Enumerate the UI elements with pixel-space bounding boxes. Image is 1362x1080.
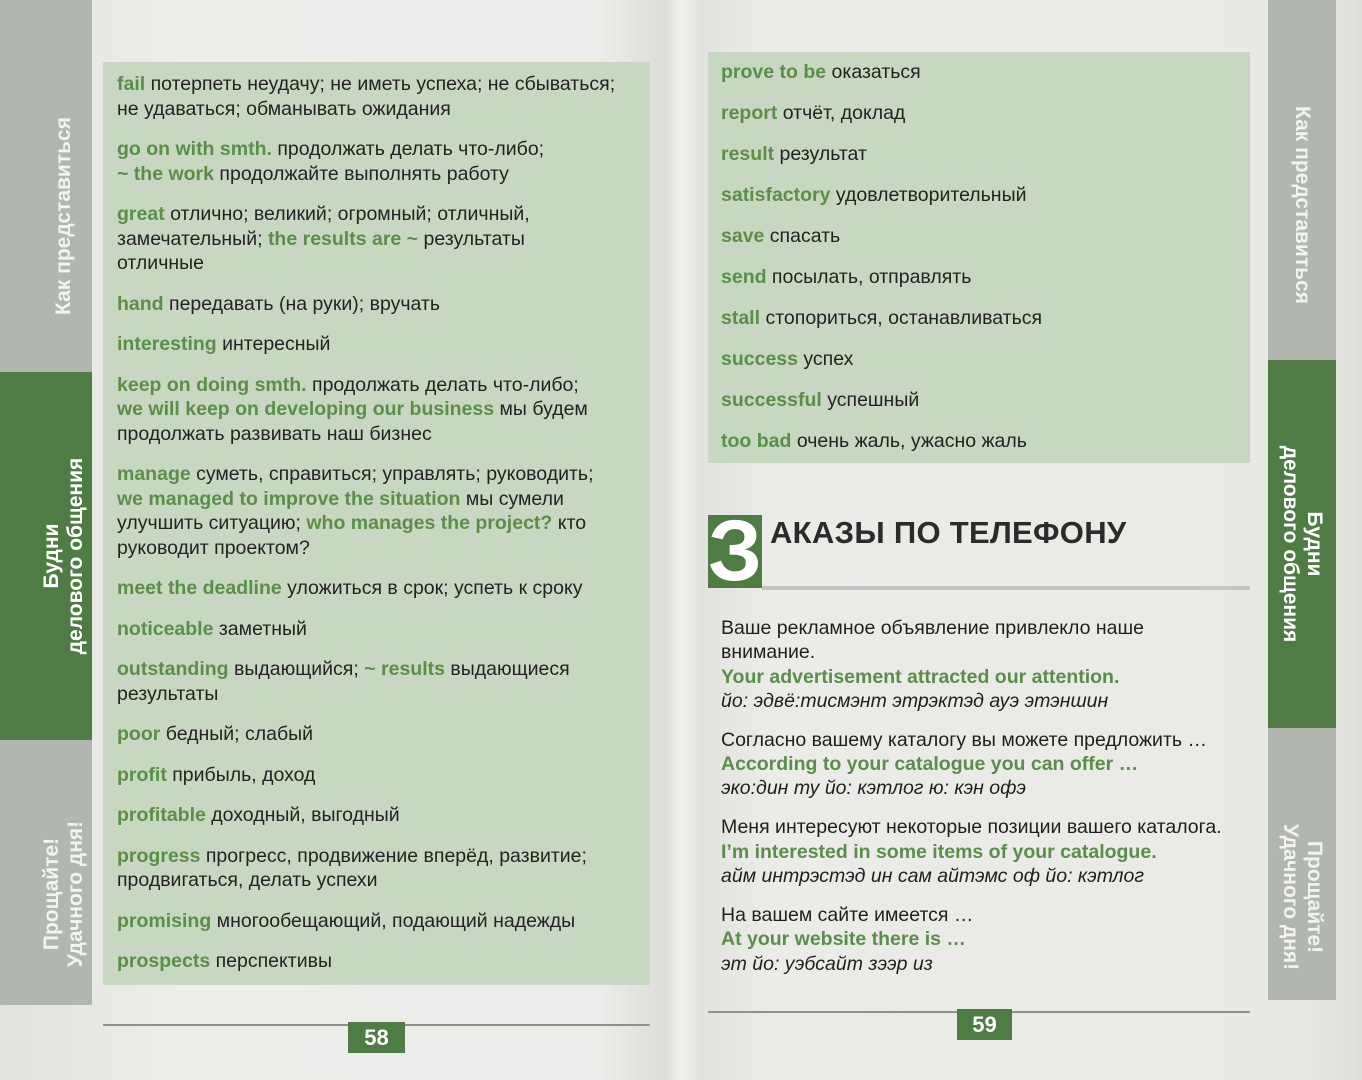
english-term: go on with smth.: [117, 138, 272, 160]
transcription: йо: эдвё:тисмэнт этрэктэд ауэ этэншин: [721, 689, 1109, 712]
phrase-block: [721, 815, 1250, 888]
vocab-entry: [117, 617, 642, 642]
tab-label-line: делового общения: [64, 457, 87, 655]
english-phrase: I’m interested in some items of your catalogue.: [721, 840, 1157, 863]
tab-label: [1290, 106, 1314, 304]
tab-label: [52, 117, 76, 315]
tab-label: [40, 821, 88, 967]
vocab-entry: [721, 388, 1242, 413]
russian-translation: суметь, справиться; управлять; руководить;: [196, 463, 594, 485]
russian-phrase: Меня интересуют некоторые позиции вашего каталога.: [721, 816, 1222, 839]
english-term: promising: [117, 909, 212, 932]
vocab-entry: [117, 763, 642, 788]
page-number-left: 58: [348, 1022, 405, 1053]
vocab-entry: [117, 657, 642, 706]
russian-translation: прибыль, доход: [166, 763, 316, 786]
vocab-entry: [721, 347, 1242, 372]
russian-translation: мы сумели улучшить ситуацию;: [117, 487, 564, 534]
vocab-entry: [721, 306, 1242, 331]
english-term: ~ the work: [117, 162, 214, 185]
vocab-entry: [721, 60, 1242, 85]
english-term: successful: [721, 389, 822, 411]
english-term: profitable: [117, 804, 206, 826]
russian-translation: выдающийся;: [228, 658, 365, 680]
vocab-entry: [117, 909, 642, 934]
russian-translation: заметный: [213, 617, 307, 640]
russian-translation: продолжайте выполнять работу: [214, 162, 509, 185]
vocab-entry: [721, 429, 1242, 454]
right-section-tabs: [1268, 0, 1336, 1000]
phrase-block: [721, 616, 1250, 713]
english-term: keep on doing smth.: [117, 373, 307, 396]
russian-phrase: Ваше рекламное объявление привлекло наше внимание.: [721, 617, 1145, 664]
right-tab-business-routine: [1268, 360, 1336, 728]
transcription: эт йо: уэбсайт зээр из: [721, 952, 933, 975]
russian-translation: успешный: [821, 389, 920, 411]
transcription: айм интрэстэд ин сам айтэмс оф йо: кэтлог: [721, 865, 1144, 888]
english-term: hand: [117, 292, 164, 315]
tab-label-line: Прощайте!: [40, 837, 63, 950]
vocab-entry: [721, 101, 1242, 126]
english-term: result: [721, 143, 775, 165]
english-term: fail: [117, 73, 146, 95]
russian-translation: потерпеть неудачу; не иметь успеха; не сбываться; не удаваться; обманывать ожидания: [117, 73, 616, 120]
english-term: manage: [117, 463, 191, 485]
russian-translation: посылать, отправлять: [766, 266, 972, 288]
russian-translation: прогресс, продвижение вперёд, развитие; продвигаться, делать успехи: [117, 844, 587, 891]
english-term: satisfactory: [721, 184, 831, 206]
phrase-block: [721, 903, 1250, 976]
russian-translation: бедный; слабый: [160, 723, 314, 745]
vocab-entry: [117, 949, 642, 974]
russian-phrase: На вашем сайте имеется …: [721, 904, 974, 927]
english-term: progress: [117, 844, 201, 867]
tab-label: [1278, 823, 1326, 969]
english-term: prove to be: [721, 61, 827, 83]
right-tab-introductions: [1268, 0, 1336, 360]
vocab-entry: [117, 137, 642, 186]
russian-translation: кто руководит проектом?: [117, 512, 587, 559]
russian-translation: отчёт, доклад: [777, 102, 906, 124]
english-term: the results are ~: [267, 227, 419, 250]
vocabulary-panel-right: [708, 52, 1250, 463]
phrase-list: [721, 616, 1250, 991]
vocab-entry: [117, 844, 642, 893]
vocab-entry: [117, 576, 642, 601]
vocab-entry: [117, 332, 642, 357]
page-number-right: 59: [957, 1009, 1012, 1040]
russian-translation: удовлетворительный: [830, 184, 1027, 206]
vocabulary-panel-left: [103, 62, 650, 985]
english-term: prospects: [117, 950, 211, 972]
phrase-block: [721, 728, 1250, 801]
russian-translation: успех: [797, 348, 854, 370]
english-term: success: [721, 348, 798, 370]
english-term: meet the deadline: [117, 577, 282, 599]
english-phrase: At your website there is …: [721, 928, 966, 951]
russian-translation: очень жаль, ужасно жаль: [791, 430, 1027, 452]
russian-translation: продолжать делать что-либо;: [277, 138, 545, 160]
section-title-underline: [762, 586, 1250, 590]
russian-translation: оказаться: [826, 61, 921, 83]
english-term: stall: [721, 307, 761, 329]
left-tab-introductions: [0, 0, 92, 372]
russian-translation: стопориться, останавливаться: [760, 307, 1043, 329]
right-tab-farewells: [1268, 728, 1336, 1000]
english-phrase: According to your catalogue you can offer …: [721, 753, 1139, 776]
tab-label-line: Будни: [40, 523, 63, 589]
vocab-entry: [117, 373, 642, 447]
left-tab-business-routine: [0, 372, 92, 740]
tab-label-line: Как представиться: [1291, 106, 1314, 305]
vocab-entry: [721, 224, 1242, 249]
russian-translation: отлично; великий; огромный; отличный, замечательный;: [117, 203, 530, 250]
tab-label-line: Будни: [1303, 511, 1326, 577]
vocab-entry: [721, 265, 1242, 290]
russian-translation: результат: [774, 143, 867, 165]
english-term: great: [117, 203, 165, 225]
tab-label-line: Прощайте!: [1303, 840, 1326, 953]
section-title: АКАЗЫ ПО ТЕЛЕФОНУ: [770, 515, 1127, 550]
vocab-entry: [117, 803, 642, 828]
tab-label: [1278, 446, 1326, 643]
russian-translation: мы будем продолжать развивать наш бизнес: [117, 398, 588, 445]
english-term: send: [721, 266, 767, 288]
tab-label-line: делового общения: [1279, 445, 1302, 643]
english-term: report: [721, 102, 778, 124]
tab-label-line: Как представиться: [52, 116, 75, 315]
vocab-entry: [721, 142, 1242, 167]
russian-translation: доходный, выгодный: [205, 804, 400, 826]
transcription: эко:дин ту йо: кэтлог ю: кэн офэ: [721, 777, 1026, 800]
english-phrase: Your advertisement attracted our attention.: [721, 665, 1120, 688]
vocab-entry: [117, 202, 642, 276]
tab-label-line: Удачного дня!: [64, 820, 87, 967]
russian-translation: продолжать делать что-либо;: [312, 373, 579, 396]
russian-translation: спасать: [764, 225, 841, 247]
english-term: who manages the project?: [306, 512, 553, 534]
vocab-entry: [117, 292, 642, 317]
russian-translation: результаты отличные: [117, 227, 525, 274]
russian-translation: передавать (на руки); вручать: [163, 292, 441, 315]
russian-translation: многообещающий, подающий надежды: [211, 909, 576, 932]
english-term: poor: [117, 723, 161, 745]
left-tab-farewells: [0, 740, 92, 1005]
tab-label: [40, 458, 88, 655]
english-term: we managed to improve the situation: [117, 487, 461, 510]
russian-phrase: Согласно вашему каталогу вы можете предложить …: [721, 728, 1207, 751]
russian-translation: перспективы: [210, 950, 332, 972]
english-term: save: [721, 225, 765, 247]
vocab-entry: [117, 722, 642, 747]
left-section-tabs: [0, 0, 92, 1005]
vocab-entry: [117, 72, 642, 121]
english-term: we will keep on developing our business: [117, 398, 495, 420]
english-term: too bad: [721, 430, 792, 452]
section-initial-letter-box: З: [708, 515, 762, 588]
tab-label-line: Удачного дня!: [1279, 823, 1302, 970]
russian-translation: интересный: [216, 333, 331, 355]
english-term: ~ results: [364, 658, 445, 680]
russian-translation: выдающиеся результаты: [117, 658, 570, 705]
english-term: interesting: [117, 333, 217, 355]
english-term: noticeable: [117, 617, 214, 640]
russian-translation: уложиться в срок; успеть к сроку: [281, 577, 583, 599]
english-term: outstanding: [117, 658, 229, 680]
english-term: profit: [117, 763, 167, 786]
vocab-entry: [721, 183, 1242, 208]
vocab-entry: [117, 462, 642, 560]
